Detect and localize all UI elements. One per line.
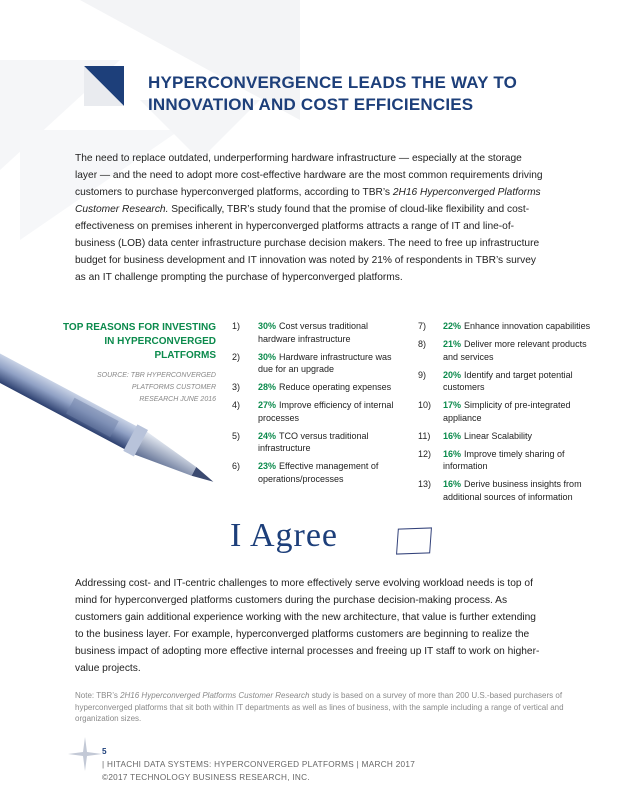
list-item: 12) 16% Improve timely sharing of information [418, 448, 565, 471]
list-item: 9) 20% Identify and target potential customers [418, 369, 573, 392]
reasons-heading: TOP REASONS FOR INVESTING IN HYPERCONVERGED PLATFORMS [63, 322, 216, 361]
reasons-list-column-1 [232, 320, 402, 491]
title-line-2: INNOVATION AND COST EFFICIENCIES [148, 95, 474, 114]
page-number: 5 [102, 747, 107, 756]
page-footer: 5 | HITACHI DATA SYSTEMS: HYPERCONVERGED PLATFORMS | MARCH 2017 ©2017 TECHNOLOGY BUSINESS RESEARCH, INC. [102, 747, 416, 782]
list-item: 1) 30% Cost versus traditional hardware infrastructure [232, 321, 369, 344]
list-item: 5) 24% TCO versus traditional infrastructure [232, 430, 369, 453]
list-item: 8) 21% Deliver more relevant products and services [418, 339, 587, 362]
list-item: 7) 22% Enhance innovation capabilities [418, 321, 591, 331]
i-agree-text: I Agree [230, 517, 339, 554]
list-item: 10) 17% Simplicity of pre-integrated appliance [418, 400, 571, 423]
list-item: 4) 27% Improve efficiency of internal processes [232, 400, 394, 423]
intro-paragraph: The need to replace outdated, underperforming hardware infrastructure — especially at the storage layer — and the need to adopt more cost-effective hardware are the most common requirements driving customers to purchase hyperconverged platforms, according to TBR’s 2H16 Hyperconverged Platforms Customer Research. Specifically, TBR’s study found that the promise of cloud-like flexibility and cost-effectiveness on premises inherent in hyperconverged platforms attracts a range of IT and line-of-business (LOB) data center infrastructure purchase decision makers. The need to free up infrastructure budget for business development and IT innovation was noted by 21% of respondents in TBR’s survey as an IT challenge prompting the purchase of hyperconverged platforms. [75, 153, 543, 283]
study-name: 2H16 Hyperconverged Platforms Customer Research. [75, 187, 541, 215]
list-item: 2) 30% Hardware infrastructure was due for an upgrade [232, 351, 392, 374]
note-paragraph: Note: TBR’s 2H16 Hyperconverged Platforms Customer Research study is based on a survey of more than 200 U.S.-based purchasers of hyperconverged platforms that sit both within IT departments as well as lines of business, with the sample including a range of vertical and organization sizes. [75, 691, 564, 723]
title-line-1: HYPERCONVERGENCE LEADS THE WAY TO [148, 73, 518, 92]
list-item: 6) 23% Effective management of operations/processes [232, 461, 379, 484]
agree-checkbox-illustration [396, 527, 432, 554]
reasons-list-column-2 [418, 320, 593, 509]
corner-triangle-logo [84, 66, 124, 106]
body-paragraph: Addressing cost- and IT-centric challenges to more effectively serve evolving workload needs is top of mind for hyperconverged platforms customers during the purchase decision-making process. As customers gain additional experience working with the new architecture, that value is further extending to the business layer. For example, hyperconverged platforms customers are beginning to realize the business impact of adopting more effective internal processes and freeing up IT staff to work on higher-value projects. [75, 578, 540, 674]
compass-star-icon [68, 737, 102, 771]
copyright: ©2017 TECHNOLOGY BUSINESS RESEARCH, INC. [102, 773, 310, 782]
list-item: 11) 16% Linear Scalability [418, 430, 533, 441]
list-item: 3) 28% Reduce operating expenses [232, 382, 392, 392]
page-title [148, 72, 568, 116]
study-name: 2H16 Hyperconverged Platforms Customer Research [120, 691, 310, 700]
reasons-source: SOURCE: TBR HYPERCONVERGED PLATFORMS CUSTOMER RESEARCH JUNE 2016 [96, 372, 216, 403]
list-item: 13) 16% Derive business insights from additional sources of information [418, 479, 582, 502]
